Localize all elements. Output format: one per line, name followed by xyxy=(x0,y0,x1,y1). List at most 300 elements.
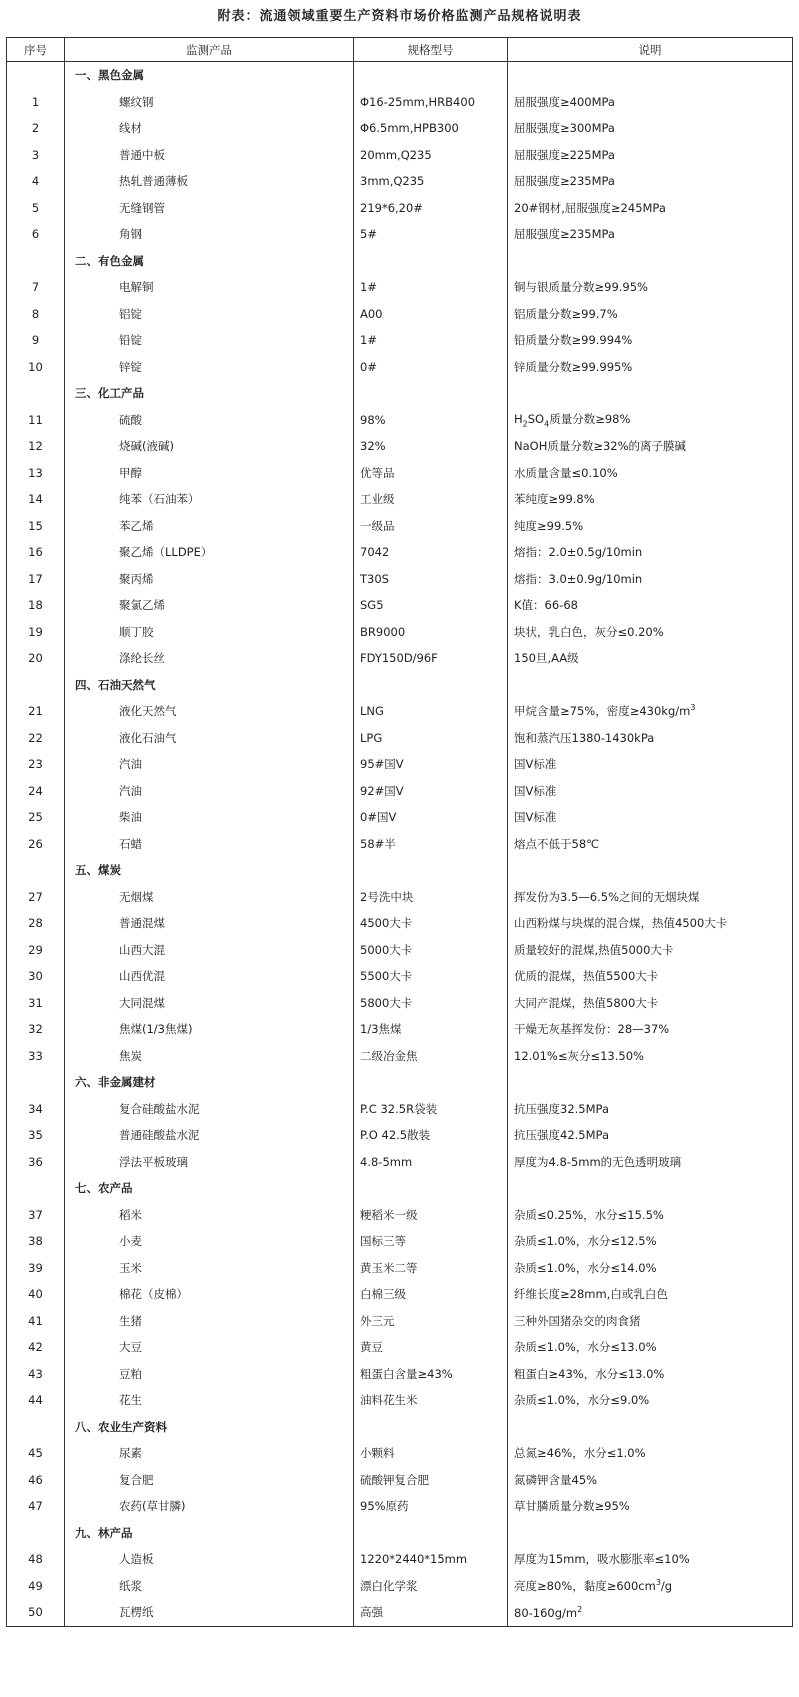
row-spec: 工业级 xyxy=(354,486,508,513)
table-row xyxy=(7,1387,793,1414)
category-row xyxy=(7,857,793,884)
row-no xyxy=(7,1520,65,1547)
category-label: 四、石油天然气 xyxy=(65,672,354,699)
row-desc: 杂质≤0.25%，水分≤15.5% xyxy=(508,1202,793,1229)
row-desc: 屈服强度≥300MPa xyxy=(508,115,793,142)
row-no: 50 xyxy=(7,1599,65,1626)
row-no xyxy=(7,857,65,884)
row-no: 11 xyxy=(7,407,65,434)
row-product: 角钢 xyxy=(65,221,354,248)
table-row xyxy=(7,168,793,195)
row-product: 豆粕 xyxy=(65,1361,354,1388)
row-spec: 3mm,Q235 xyxy=(354,168,508,195)
desc-text: 质量分数≥98% xyxy=(549,412,631,427)
table-row xyxy=(7,1361,793,1388)
page-title: 附表：流通领域重要生产资料市场价格监测产品规格说明表 xyxy=(217,9,582,24)
row-desc: 杂质≤1.0%，水分≤9.0% xyxy=(508,1387,793,1414)
row-desc: 草甘膦质量分数≥95% xyxy=(508,1493,793,1520)
row-no: 6 xyxy=(7,221,65,248)
table-row xyxy=(7,884,793,911)
row-product: 螺纹钢 xyxy=(65,89,354,116)
row-product: 热轧普通薄板 xyxy=(65,168,354,195)
row-desc: 大同产混煤，热值5800大卡 xyxy=(508,990,793,1017)
row-spec: 0# xyxy=(354,354,508,381)
table-row xyxy=(7,407,793,434)
row-desc: 纯度≥99.5% xyxy=(508,513,793,540)
row-spec: FDY150D/96F xyxy=(354,645,508,672)
row-spec: 5500大卡 xyxy=(354,963,508,990)
row-no: 16 xyxy=(7,539,65,566)
row-product: 小麦 xyxy=(65,1228,354,1255)
header-desc: 说明 xyxy=(508,38,793,62)
row-spec: 油料花生米 xyxy=(354,1387,508,1414)
row-no: 46 xyxy=(7,1467,65,1494)
row-product: 甲醇 xyxy=(65,460,354,487)
table-row xyxy=(7,1308,793,1335)
row-no: 29 xyxy=(7,937,65,964)
row-spec: 黄豆 xyxy=(354,1334,508,1361)
table-row xyxy=(7,89,793,116)
row-desc xyxy=(508,1573,793,1600)
row-spec: 5000大卡 xyxy=(354,937,508,964)
row-no: 1 xyxy=(7,89,65,116)
row-spec: 白棉三级 xyxy=(354,1281,508,1308)
row-product: 纸浆 xyxy=(65,1573,354,1600)
table-row xyxy=(7,301,793,328)
row-product: 山西优混 xyxy=(65,963,354,990)
category-label: 七、农产品 xyxy=(65,1175,354,1202)
row-desc: 铅质量分数≥99.994% xyxy=(508,327,793,354)
row-no: 15 xyxy=(7,513,65,540)
category-label: 九、林产品 xyxy=(65,1520,354,1547)
desc-text: 甲烷含量≥75%，密度≥430kg/m xyxy=(514,704,691,719)
table-row xyxy=(7,1281,793,1308)
row-spec: Φ6.5mm,HPB300 xyxy=(354,115,508,142)
table-row xyxy=(7,539,793,566)
row-desc: 抗压强度42.5MPa xyxy=(508,1122,793,1149)
row-no: 23 xyxy=(7,751,65,778)
row-spec: LPG xyxy=(354,725,508,752)
row-product: 无烟煤 xyxy=(65,884,354,911)
row-desc xyxy=(508,248,793,275)
row-spec: 2号洗中块 xyxy=(354,884,508,911)
row-no: 28 xyxy=(7,910,65,937)
row-spec: 外三元 xyxy=(354,1308,508,1335)
row-spec xyxy=(354,1069,508,1096)
row-spec: 粗蛋白含量≥43% xyxy=(354,1361,508,1388)
table-body xyxy=(7,62,793,1627)
row-product: 农药(草甘膦) xyxy=(65,1493,354,1520)
row-no: 48 xyxy=(7,1546,65,1573)
row-no xyxy=(7,1069,65,1096)
row-spec: 5800大卡 xyxy=(354,990,508,1017)
row-no xyxy=(7,1175,65,1202)
row-spec: 漂白化学浆 xyxy=(354,1573,508,1600)
table-row xyxy=(7,831,793,858)
table-row xyxy=(7,910,793,937)
row-no xyxy=(7,380,65,407)
category-row xyxy=(7,1520,793,1547)
table-row xyxy=(7,513,793,540)
row-no: 41 xyxy=(7,1308,65,1335)
row-no: 25 xyxy=(7,804,65,831)
row-no: 44 xyxy=(7,1387,65,1414)
row-no: 30 xyxy=(7,963,65,990)
table-row xyxy=(7,460,793,487)
row-no: 5 xyxy=(7,195,65,222)
row-no: 21 xyxy=(7,698,65,725)
row-product: 柴油 xyxy=(65,804,354,831)
row-no xyxy=(7,672,65,699)
row-spec: 32% xyxy=(354,433,508,460)
row-no: 7 xyxy=(7,274,65,301)
row-desc xyxy=(508,672,793,699)
row-spec: 219*6,20# xyxy=(354,195,508,222)
row-product: 锌锭 xyxy=(65,354,354,381)
category-label: 二、有色金属 xyxy=(65,248,354,275)
row-product: 花生 xyxy=(65,1387,354,1414)
row-no: 27 xyxy=(7,884,65,911)
row-product: 聚乙烯（LLDPE） xyxy=(65,539,354,566)
row-desc: 锌质量分数≥99.995% xyxy=(508,354,793,381)
row-desc: 杂质≤1.0%，水分≤14.0% xyxy=(508,1255,793,1282)
table-row xyxy=(7,1149,793,1176)
row-product: 汽油 xyxy=(65,778,354,805)
row-product: 焦炭 xyxy=(65,1043,354,1070)
row-spec xyxy=(354,62,508,89)
row-desc: 杂质≤1.0%，水分≤12.5% xyxy=(508,1228,793,1255)
desc-text: /g xyxy=(660,1578,673,1593)
row-spec: SG5 xyxy=(354,592,508,619)
row-spec: 黄玉米二等 xyxy=(354,1255,508,1282)
row-desc: 氮磷钾含量45% xyxy=(508,1467,793,1494)
row-no xyxy=(7,1414,65,1441)
table-row xyxy=(7,433,793,460)
row-desc: 纤维长度≥28mm,白或乳白色 xyxy=(508,1281,793,1308)
row-spec: 一级品 xyxy=(354,513,508,540)
row-spec: 粳稻米一级 xyxy=(354,1202,508,1229)
row-spec xyxy=(354,248,508,275)
row-desc: 抗压强度32.5MPa xyxy=(508,1096,793,1123)
table-row xyxy=(7,645,793,672)
row-no: 13 xyxy=(7,460,65,487)
table-row xyxy=(7,698,793,725)
row-no: 3 xyxy=(7,142,65,169)
row-no: 18 xyxy=(7,592,65,619)
header-product: 监测产品 xyxy=(65,38,354,62)
table-row xyxy=(7,751,793,778)
desc-script: 4 xyxy=(544,419,550,429)
table-row xyxy=(7,1599,793,1626)
row-desc: 铜与银质量分数≥99.95% xyxy=(508,274,793,301)
row-spec xyxy=(354,1520,508,1547)
row-desc: 国Ⅴ标准 xyxy=(508,778,793,805)
row-product: 纯苯（石油苯） xyxy=(65,486,354,513)
row-product: 电解铜 xyxy=(65,274,354,301)
row-product: 石蜡 xyxy=(65,831,354,858)
desc-script: 3 xyxy=(690,703,696,713)
table-row xyxy=(7,195,793,222)
table-row xyxy=(7,486,793,513)
row-no: 45 xyxy=(7,1440,65,1467)
row-no: 10 xyxy=(7,354,65,381)
table-header-row xyxy=(7,38,793,62)
row-product: 无缝钢管 xyxy=(65,195,354,222)
desc-script: 2 xyxy=(577,1604,583,1614)
row-spec: 国标三等 xyxy=(354,1228,508,1255)
table-row xyxy=(7,1016,793,1043)
row-no: 20 xyxy=(7,645,65,672)
row-no: 2 xyxy=(7,115,65,142)
row-no: 39 xyxy=(7,1255,65,1282)
table-row xyxy=(7,327,793,354)
row-no: 34 xyxy=(7,1096,65,1123)
category-row xyxy=(7,672,793,699)
row-no: 12 xyxy=(7,433,65,460)
row-product: 涤纶长丝 xyxy=(65,645,354,672)
header-no: 序号 xyxy=(7,38,65,62)
category-label: 一、黑色金属 xyxy=(65,62,354,89)
table-row xyxy=(7,1122,793,1149)
row-spec: 硫酸钾复合肥 xyxy=(354,1467,508,1494)
desc-script: 3 xyxy=(655,1577,661,1587)
row-spec xyxy=(354,672,508,699)
row-desc: 屈服强度≥225MPa xyxy=(508,142,793,169)
row-spec: LNG xyxy=(354,698,508,725)
row-spec: 98% xyxy=(354,407,508,434)
row-desc: 三种外国猪杂交的肉食猪 xyxy=(508,1308,793,1335)
table-row xyxy=(7,1334,793,1361)
row-product: 焦煤(1/3焦煤) xyxy=(65,1016,354,1043)
row-product: 聚丙烯 xyxy=(65,566,354,593)
row-no: 32 xyxy=(7,1016,65,1043)
row-desc xyxy=(508,1414,793,1441)
row-desc: 熔点不低于58℃ xyxy=(508,831,793,858)
row-desc: 150旦,AA级 xyxy=(508,645,793,672)
spec-table xyxy=(6,37,793,1627)
table-row xyxy=(7,1440,793,1467)
row-spec: 4500大卡 xyxy=(354,910,508,937)
table-row xyxy=(7,1043,793,1070)
row-desc xyxy=(508,1520,793,1547)
category-row xyxy=(7,1069,793,1096)
row-desc xyxy=(508,62,793,89)
row-product: 苯乙烯 xyxy=(65,513,354,540)
row-product: 浮法平板玻璃 xyxy=(65,1149,354,1176)
row-spec: 95#国Ⅴ xyxy=(354,751,508,778)
row-desc: 苯纯度≥99.8% xyxy=(508,486,793,513)
row-product: 普通硅酸盐水泥 xyxy=(65,1122,354,1149)
row-desc: 屈服强度≥400MPa xyxy=(508,89,793,116)
row-product: 瓦楞纸 xyxy=(65,1599,354,1626)
row-desc xyxy=(508,1175,793,1202)
row-no: 17 xyxy=(7,566,65,593)
row-no: 9 xyxy=(7,327,65,354)
row-spec: 1# xyxy=(354,327,508,354)
row-desc: NaOH质量分数≥32%的离子膜碱 xyxy=(508,433,793,460)
table-row xyxy=(7,990,793,1017)
row-desc xyxy=(508,857,793,884)
row-desc: 熔指：2.0±0.5g/10min xyxy=(508,539,793,566)
row-product: 液化石油气 xyxy=(65,725,354,752)
row-product: 硫酸 xyxy=(65,407,354,434)
row-product: 复合肥 xyxy=(65,1467,354,1494)
table-row xyxy=(7,725,793,752)
row-product: 汽油 xyxy=(65,751,354,778)
table-row xyxy=(7,619,793,646)
row-product: 复合硅酸盐水泥 xyxy=(65,1096,354,1123)
row-desc: 厚度为4.8-5mm的无色透明玻璃 xyxy=(508,1149,793,1176)
row-no: 35 xyxy=(7,1122,65,1149)
row-desc: 块状，乳白色，灰分≤0.20% xyxy=(508,619,793,646)
row-product: 液化天然气 xyxy=(65,698,354,725)
row-desc: 优质的混煤，热值5500大卡 xyxy=(508,963,793,990)
row-spec xyxy=(354,1175,508,1202)
row-desc: K值：66-68 xyxy=(508,592,793,619)
row-no xyxy=(7,62,65,89)
row-product: 人造板 xyxy=(65,1546,354,1573)
row-product: 聚氯乙烯 xyxy=(65,592,354,619)
category-row xyxy=(7,62,793,89)
row-spec: 95%原药 xyxy=(354,1493,508,1520)
row-desc xyxy=(508,698,793,725)
table-row xyxy=(7,142,793,169)
row-desc: 国Ⅴ标准 xyxy=(508,751,793,778)
table-row xyxy=(7,1493,793,1520)
category-label: 五、煤炭 xyxy=(65,857,354,884)
row-no: 19 xyxy=(7,619,65,646)
row-spec: P.O 42.5散装 xyxy=(354,1122,508,1149)
table-row xyxy=(7,804,793,831)
row-spec xyxy=(354,1414,508,1441)
row-desc: 山西粉煤与块煤的混合煤，热值4500大卡 xyxy=(508,910,793,937)
category-label: 八、农业生产资料 xyxy=(65,1414,354,1441)
row-product: 山西大混 xyxy=(65,937,354,964)
row-desc xyxy=(508,1599,793,1626)
row-spec: T30S xyxy=(354,566,508,593)
row-product: 稻米 xyxy=(65,1202,354,1229)
row-product: 顺丁胶 xyxy=(65,619,354,646)
row-desc: 饱和蒸汽压1380-1430kPa xyxy=(508,725,793,752)
row-product: 铝锭 xyxy=(65,301,354,328)
row-product: 玉米 xyxy=(65,1255,354,1282)
row-no: 22 xyxy=(7,725,65,752)
row-desc: 国Ⅴ标准 xyxy=(508,804,793,831)
table-row xyxy=(7,592,793,619)
table-row xyxy=(7,1546,793,1573)
desc-text: SO xyxy=(527,412,545,427)
table-row xyxy=(7,1202,793,1229)
row-spec xyxy=(354,380,508,407)
desc-text: 80-160g/m xyxy=(514,1605,578,1620)
row-spec: 优等品 xyxy=(354,460,508,487)
desc-text: 亮度≥80%，黏度≥600cm xyxy=(514,1578,656,1593)
table-row xyxy=(7,115,793,142)
row-no: 42 xyxy=(7,1334,65,1361)
row-desc: 质量较好的混煤,热值5000大卡 xyxy=(508,937,793,964)
category-label: 六、非金属建材 xyxy=(65,1069,354,1096)
row-product: 尿素 xyxy=(65,1440,354,1467)
table-row xyxy=(7,1467,793,1494)
row-no: 31 xyxy=(7,990,65,1017)
desc-text: H xyxy=(514,412,523,427)
category-row xyxy=(7,380,793,407)
table-row xyxy=(7,566,793,593)
row-no: 36 xyxy=(7,1149,65,1176)
header-spec: 规格型号 xyxy=(354,38,508,62)
row-desc: 20#钢材,屈服强度≥245MPa xyxy=(508,195,793,222)
row-no: 38 xyxy=(7,1228,65,1255)
desc-script: 2 xyxy=(522,419,528,429)
row-no: 26 xyxy=(7,831,65,858)
row-no: 43 xyxy=(7,1361,65,1388)
row-desc: 粗蛋白≥43%，水分≤13.0% xyxy=(508,1361,793,1388)
row-no: 4 xyxy=(7,168,65,195)
row-product: 线材 xyxy=(65,115,354,142)
row-desc: 总氮≥46%，水分≤1.0% xyxy=(508,1440,793,1467)
row-product: 棉花（皮棉） xyxy=(65,1281,354,1308)
row-desc: 熔指：3.0±0.9g/10min xyxy=(508,566,793,593)
table-row xyxy=(7,1096,793,1123)
row-desc xyxy=(508,1069,793,1096)
table-row xyxy=(7,274,793,301)
row-desc: 杂质≤1.0%，水分≤13.0% xyxy=(508,1334,793,1361)
row-product: 大豆 xyxy=(65,1334,354,1361)
row-product: 铅锭 xyxy=(65,327,354,354)
row-no: 40 xyxy=(7,1281,65,1308)
table-row xyxy=(7,1255,793,1282)
table-row xyxy=(7,1573,793,1600)
table-row xyxy=(7,221,793,248)
row-spec: 92#国Ⅴ xyxy=(354,778,508,805)
row-spec: 1# xyxy=(354,274,508,301)
row-desc: 屈服强度≥235MPa xyxy=(508,221,793,248)
row-spec: 5# xyxy=(354,221,508,248)
category-row xyxy=(7,1175,793,1202)
row-spec: A00 xyxy=(354,301,508,328)
row-spec: 7042 xyxy=(354,539,508,566)
row-desc: 12.01%≤灰分≤13.50% xyxy=(508,1043,793,1070)
row-desc: 铝质量分数≥99.7% xyxy=(508,301,793,328)
row-spec: 二级冶金焦 xyxy=(354,1043,508,1070)
row-spec: 小颗料 xyxy=(354,1440,508,1467)
row-spec: P.C 32.5R袋装 xyxy=(354,1096,508,1123)
row-spec xyxy=(354,857,508,884)
row-spec: 0#国Ⅴ xyxy=(354,804,508,831)
row-spec: 20mm,Q235 xyxy=(354,142,508,169)
table-row xyxy=(7,937,793,964)
row-spec: 高强 xyxy=(354,1599,508,1626)
table-row xyxy=(7,963,793,990)
row-product: 普通中板 xyxy=(65,142,354,169)
category-row xyxy=(7,1414,793,1441)
table-row xyxy=(7,1228,793,1255)
row-desc: 屈服强度≥235MPa xyxy=(508,168,793,195)
row-spec: 1220*2440*15mm xyxy=(354,1546,508,1573)
row-product: 生猪 xyxy=(65,1308,354,1335)
row-desc: 挥发份为3.5—6.5%之间的无烟块煤 xyxy=(508,884,793,911)
table-row xyxy=(7,354,793,381)
row-no: 24 xyxy=(7,778,65,805)
row-desc xyxy=(508,380,793,407)
table-row xyxy=(7,778,793,805)
row-no: 14 xyxy=(7,486,65,513)
row-product: 大同混煤 xyxy=(65,990,354,1017)
row-no: 33 xyxy=(7,1043,65,1070)
row-no: 8 xyxy=(7,301,65,328)
row-spec: BR9000 xyxy=(354,619,508,646)
row-desc: 水质量含量≤0.10% xyxy=(508,460,793,487)
